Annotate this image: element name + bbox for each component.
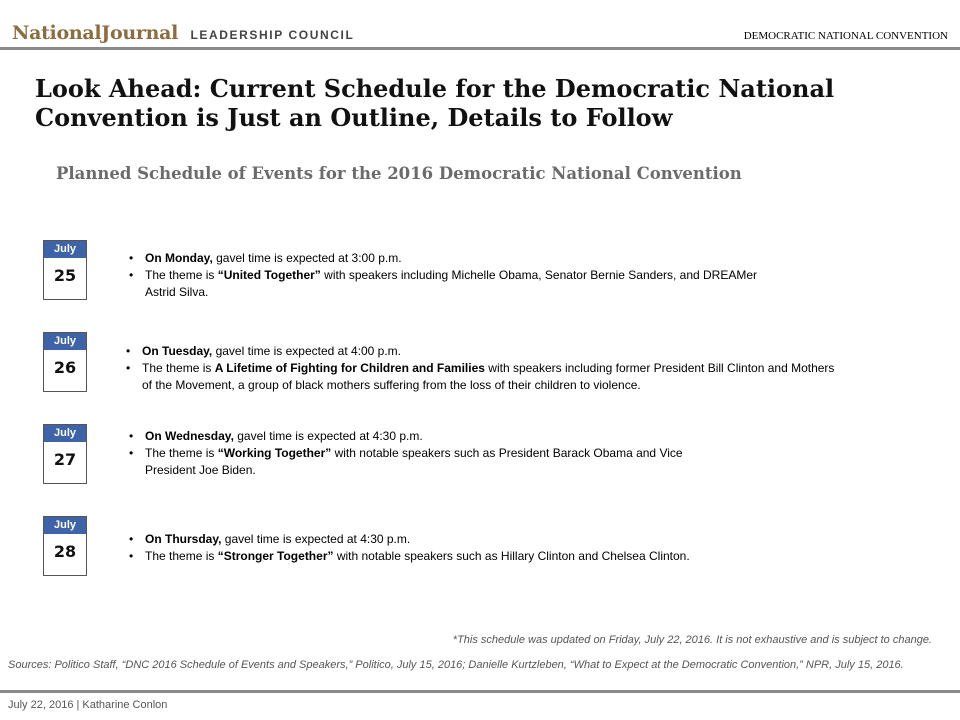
national-journal-logo xyxy=(12,22,354,44)
schedule-disclaimer: *This schedule was updated on Friday, July 22, 2016. It is not exhaustive and is subject to change. xyxy=(452,634,932,646)
calendar-icon-day-3 xyxy=(43,424,87,484)
gavel-time-item: • On Tuesday, gavel time is expected at 4:00 p.m. xyxy=(118,343,843,360)
day-4-events xyxy=(121,531,711,565)
footer-divider xyxy=(0,690,960,693)
theme-item: • The theme is “Working Together” with notable speakers such as President Barack Obama and Vice President Joe Biden. xyxy=(121,445,701,479)
calendar-day: 28 xyxy=(53,542,77,561)
calendar-day: 26 xyxy=(53,358,77,377)
calendar-icon-day-4 xyxy=(43,516,87,576)
gavel-time-item: • On Wednesday, gavel time is expected at 4:30 p.m. xyxy=(121,428,701,445)
calendar-day: 27 xyxy=(53,450,77,469)
calendar-day: 25 xyxy=(53,266,77,285)
day-1-events xyxy=(121,250,761,301)
calendar-month: July xyxy=(44,425,86,442)
slide-title: Look Ahead: Current Schedule for the Democratic National Convention is Just an Outline, Details to Follow xyxy=(35,74,835,132)
calendar-month: July xyxy=(44,517,86,534)
calendar-icon-day-1 xyxy=(43,240,87,300)
day-3-events xyxy=(121,428,701,479)
sources-citation: Sources: Politico Staff, “DNC 2016 Schedule of Events and Speakers,” Politico, July 15, 2016; Danielle Kurtzleben, “What to Expect at the Democratic Convention,” NPR, July 15, 2016. xyxy=(8,659,904,671)
theme-item: • The theme is A Lifetime of Fighting for Children and Families with speakers including former President Bill Clinton and Mothers of the Movement, a group of black mothers suffering from the loss of their children to violence. xyxy=(118,360,843,394)
day-2-events xyxy=(118,343,843,394)
section-label: DEMOCRATIC NATIONAL CONVENTION xyxy=(743,30,948,42)
calendar-month: July xyxy=(44,241,86,258)
slide-subtitle: Planned Schedule of Events for the 2016 Democratic National Convention xyxy=(56,164,742,183)
logo-subtitle: LEADERSHIP COUNCIL xyxy=(190,28,355,42)
calendar-month: July xyxy=(44,333,86,350)
calendar-icon-day-2 xyxy=(43,332,87,392)
footer-date-author: July 22, 2016 | Katharine Conlon xyxy=(8,699,168,711)
theme-item: • The theme is “Stronger Together” with notable speakers such as Hillary Clinton and Chelsea Clinton. xyxy=(121,548,711,565)
gavel-time-item: • On Monday, gavel time is expected at 3:00 p.m. xyxy=(121,250,761,267)
header-divider xyxy=(0,47,960,50)
theme-item: • The theme is “United Together” with speakers including Michelle Obama, Senator Bernie Sanders, and DREAMer Astrid Silva. xyxy=(121,267,761,301)
logo-wordmark: NationalJournal xyxy=(12,22,179,44)
gavel-time-item: • On Thursday, gavel time is expected at 4:30 p.m. xyxy=(121,531,711,548)
